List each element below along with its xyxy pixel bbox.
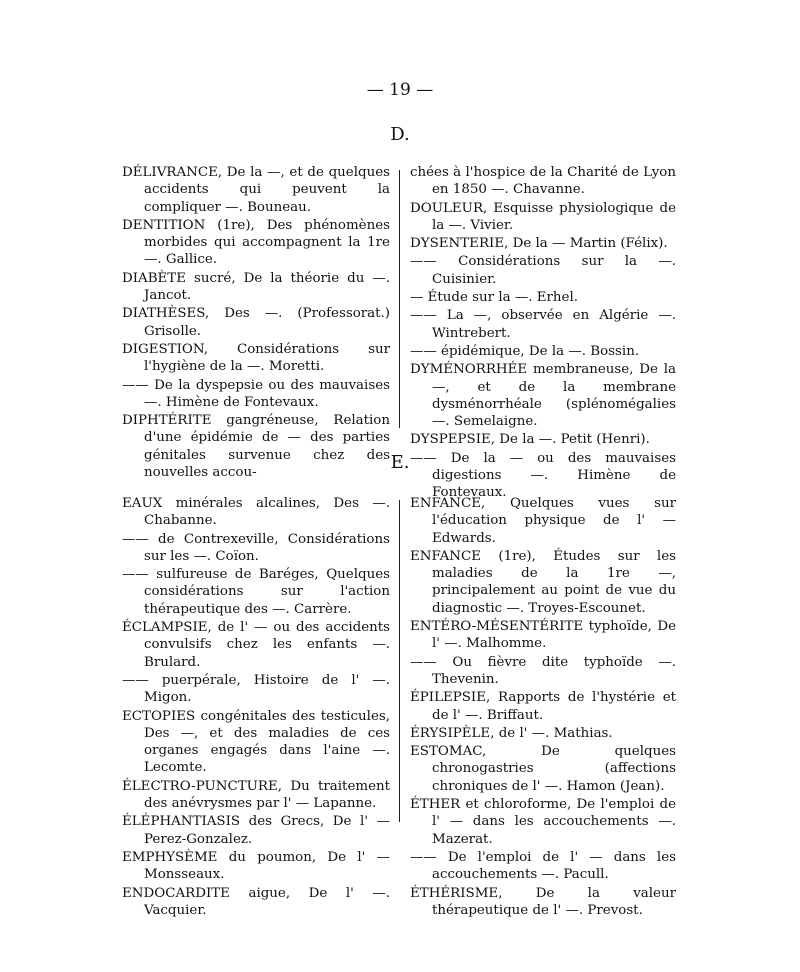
index-entry: DÉLIVRANCE, De la —, et de quelques accidents qui peuvent la compliquer —. Bouneau. (122, 165, 390, 215)
column-divider (399, 170, 400, 428)
index-entry: DIABÈTE sucré, De la théorie du —. Jancot. (122, 270, 390, 304)
index-entry: ESTOMAC, De quelques chronogastries (affections chroniques de l' —. Hamon (Jean). (410, 744, 676, 794)
index-entry: —— Ou fièvre dite typhoïde —. Thevenin. (410, 654, 676, 687)
index-entry: EAUX minérales alcalines, Des —. Chabanne. (122, 496, 390, 529)
index-entry: ENDOCARDITE aigue, De l' —. Vacquier. (122, 885, 390, 918)
index-entry: DYSPEPSIE, De la —. Petit (Henri). (410, 432, 650, 448)
index-entry: ÉCLAMPSIE, de l' — ou des accidents convulsifs chez les enfants —. Brulard. (122, 620, 390, 670)
index-entry: — Étude sur la —. Erhel. (410, 290, 579, 306)
section-e-left-column (122, 495, 390, 920)
index-entry: ENFANCE, Quelques vues sur l'éducation physique de l' — Edwards. (410, 496, 676, 546)
index-entry: EMPHYSÈME du poumon, De l' — Monsseaux. (122, 849, 390, 883)
index-entry: ENFANCE (1re), Études sur les maladies de la 1re —, principalement au point de vue du diagnostic —. Troyes-Escounet. (410, 548, 676, 616)
index-entry: ÉTHER et chloroforme, De l'emploi de l' — dans les accouchements —. Mazerat. (410, 797, 676, 847)
column-divider (399, 500, 400, 822)
index-entry: ÉLÉPHANTIASIS des Grecs, De l' — Perez-Gonzalez. (122, 814, 390, 847)
section-letter-d: D. (390, 124, 410, 145)
index-entry: —— De l'emploi de l' — dans les accouchements —. Pacull. (410, 849, 676, 883)
index-entry: DIATHÈSES, Des —. (Professorat.) Grisolle. (122, 306, 390, 339)
index-entry: —— de Contrexeville, Considérations sur les —. Coïon. (122, 531, 390, 564)
index-entry: ÉPILEPSIE, Rapports de l'hystérie et de l' —. Briffaut. (410, 690, 676, 723)
index-entry: chées à l'hospice de la Charité de Lyon en 1850 —. Chavanne. (410, 165, 676, 198)
index-entry: DOULEUR, Esquisse physiologique de la —. Vivier. (410, 200, 676, 233)
index-entry: DYMÉNORRHÉE membraneuse, De la —, et de la membrane dysménorrhéale (splénomégalies —. Semelaigne. (410, 362, 676, 430)
index-entry: —— De la dyspepsie ou des mauvaises —. Himène de Fontevaux. (122, 377, 390, 410)
index-entry: —— puerpérale, Histoire de l' —. Migon. (122, 672, 390, 706)
index-entry: —— sulfureuse de Baréges, Quelques considérations sur l'action thérapeutique des —. Carrère. (122, 567, 390, 617)
index-entry: DIGESTION, Considérations sur l'hygiène de la —. Moretti. (122, 341, 390, 375)
index-entry: ECTOPIES congénitales des testicules, Des —, et des maladies de ces organes engagés dans l'aine —. Lecomte. (122, 708, 390, 776)
index-entry: DYSENTERIE, De la — Martin (Félix). (410, 236, 668, 252)
index-entry: ENTÉRO-MÉSENTÉRITE typhoïde, De l' —. Malhomme. (410, 619, 676, 652)
index-entry: —— La —, observée en Algérie —. Wintrebert. (410, 308, 676, 341)
index-entry: —— De la — ou des mauvaises digestions —. Himène de Fontevaux. (410, 450, 676, 501)
index-entry: DIPHTÉRITE gangréneuse, Relation d'une épidémie de — des parties génitales survenue chez des nouvelles accou- (122, 413, 390, 481)
index-entry: —— Considérations sur la —. Cuisinier. (410, 254, 676, 287)
section-letter-e: E. (390, 452, 410, 473)
index-entry: ÉRYSIPÈLE, de l' —. Mathias. (410, 725, 613, 741)
index-entry: ÉTHÉRISME, De la valeur thérapeutique de l' —. Prevost. (410, 885, 676, 918)
index-entry: DENTITION (1re), Des phénomènes morbides qui accompagnent la 1re —. Gallice. (122, 217, 390, 268)
section-d-left-column (122, 164, 390, 482)
index-entry: ÉLECTRO-PUNCTURE, Du traitement des anévrysmes par l' — Lapanne. (122, 778, 390, 812)
section-e-right-column (410, 495, 676, 920)
page-number: — 19 — (366, 80, 434, 100)
index-entry: —— épidémique, De la —. Bossin. (410, 343, 640, 359)
